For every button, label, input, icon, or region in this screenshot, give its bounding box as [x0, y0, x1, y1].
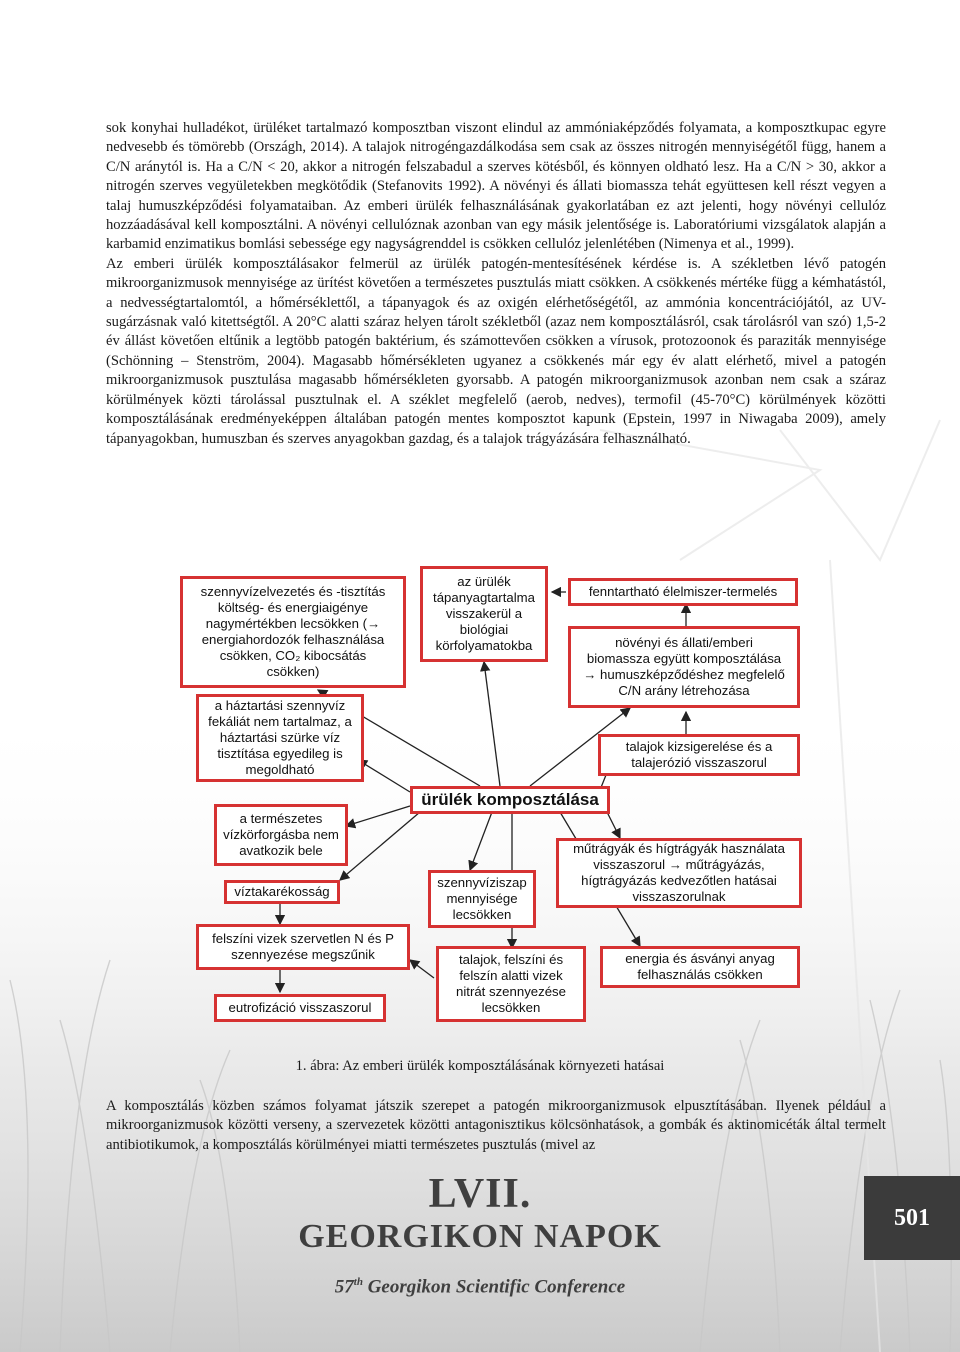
box-nitrate-pollution: talajok, felszíni és felszín alatti vizek nitrát szennyezése lecsökken — [436, 946, 586, 1022]
page-number-badge — [864, 1176, 960, 1260]
box-cn-ratio: növényi és állati/emberi biomassza együtt komposztálása → humuszképződéshez megfelelő C/N arány létrehozása — [568, 626, 800, 708]
box-water-saving: víztakarékosság — [224, 880, 340, 904]
box-sustainable-food: fenntartható élelmiszer-termelés — [568, 578, 798, 606]
box-surface-water-np: felszíni vizek szervetlen N és P szennyezése megszűnik — [196, 924, 410, 970]
box-fertilizer-use: műtrágyák és hígtrágyák használata visszaszorul → műtrágyázás, hígtrágyázás kedvezőtlen hatásai visszaszorulnak — [556, 838, 802, 908]
box-soil-erosion: talajok kizsigerelése és a talajerózió visszaszorul — [598, 734, 800, 776]
box-natural-water-cycle: a természetes vízkörforgásba nem avatkozik bele — [214, 804, 348, 866]
box-eutrophication: eutrofizáció visszaszorul — [214, 994, 386, 1022]
page-number: 501 — [894, 1204, 930, 1231]
body-paragraph-3-block — [106, 1097, 886, 1155]
body-paragraphs — [106, 119, 886, 449]
conference-subtitle: 57th Georgikon Scientific Conference — [334, 1276, 626, 1298]
figure-caption: 1. ábra: Az emberi ürülék komposztálásának környezeti hatásai — [295, 1058, 665, 1074]
box-sludge-reduction: szennyvíziszap mennyisége lecsökken — [428, 870, 536, 928]
paragraph-3: A komposztálás közben számos folyamat játszik szerepet a patogén mikroorganizmusok elpusztításában. Ilyenek például a mikroorganizmusok közötti verseny, a szervezetek közötti antagonisztikus kölcsönhatások, a gombák és aktinomicéták által termelt antibiotikumok, a komposztálás körülményei miatti természetes pusztulás (mivel az — [106, 1098, 886, 1153]
paragraph-2: Az emberi ürülék komposztálásakor felmerül az ürülék patogén-mentesítésének kérdése is. A székletben lévő patogén mikroorganizmusok mennyisége az ürítést követően a természetes pusztulás miatt csökken. A csökkenés mértéke függ a kémhatástól, a nedvességtartalomtól, a hőmérséklettől, a tápanyagok és az oxigén elérhetőségétől, az ammónia koncentrációjától, az UV-sugárzásnak való kitettségtől. A 20°C alatti száraz helyen tárolt székletből (azaz nem komposztálásról, csak tárolásról van szó) 1,5-2 év állást követően eltűnik a legtöbb patogén baktérium, és számottevően csökken a vírusok, protozoonok és paraziták mennyisége (Schönning – Stenström, 2004). Magasabb hőmérsékleten ugyanez a csökkenés már egy év alatt elérhető, mivel a patogén mikroorganizmusok pusztulása magasabb hőmérsékleten gyorsabb. A patogén mikroorganizmusok azonban nem csak a száraz körülmények közti tárolással pusztulnak el. A széklet megfelelő (aerob, nedves), termofil (45-70°C) körülmények közötti komposztálásának eredményeképpen általában patogén mentes komposztot kapunk (Epstein, 1997 in Niwagaba 2009), amely tápanyagokban, humuszban és szerves anyagokban gazdag, és a talajok trágyázására felhasználható. — [106, 255, 886, 447]
conference-number: LVII. — [428, 1171, 532, 1217]
box-energy-minerals: energia és ásványi anyag felhasználás csökken — [600, 946, 800, 988]
paragraph-1: sok konyhai hulladékot, ürüléket tartalmazó komposztban viszont elindul az ammóniaképződés folyamata, a komposztkupac egyre nedvesebb és tömörebb (Országh, 2014). A talajok nitrogéngazdálkodása sem csak az összes nitrogén mennyiségétől függ, hanem a C/N aránytól is. Ha a C/N < 20, akkor a nitrogén felszabadul a szerves kötésből, és könnyen oldható lesz. Ha a C/N > 30, akkor a nitrogén szerves vegyületekben megkötődik (Stefanovits 1992). A növényi és állati biomassza tehát együttesen kell részt vegyen a talaj humuszképződési folyamataiban. Az emberi ürülék felhasználásának gyakorlatában ez azt jelenti, hogy növényi cellulóz hozzáadásával kell komposztálni. A növényi cellulóznak azonban van egy másik jelentősége is. Laboratóriumi vizsgálatok alapján a karbamid enzimatikus bomlási sebessége egy nagyságrenddel is csökken cellulóz jelenlétében (Nimenya et al., 1999). — [106, 120, 886, 253]
box-center-composting: ürülék komposztálása — [410, 786, 610, 814]
box-household-greywater: a háztartási szennyvíz fekáliát nem tartalmaz, a háztartási szürke víz tisztítása egyedileg is megoldható — [196, 694, 364, 782]
box-nutrient-cycle: az ürülék tápanyagtartalma visszakerül a biológiai körfolyamatokba — [420, 566, 548, 662]
box-wastewater-costs: szennyvízelvezetés és -tisztítás költség- és energiaigénye nagymértékben lecsökken (→ energiahordozók felhasználása csökken, CO₂ kibocsátás csökken) — [180, 576, 406, 688]
conference-name: GEORGIKON NAPOK — [298, 1218, 662, 1255]
